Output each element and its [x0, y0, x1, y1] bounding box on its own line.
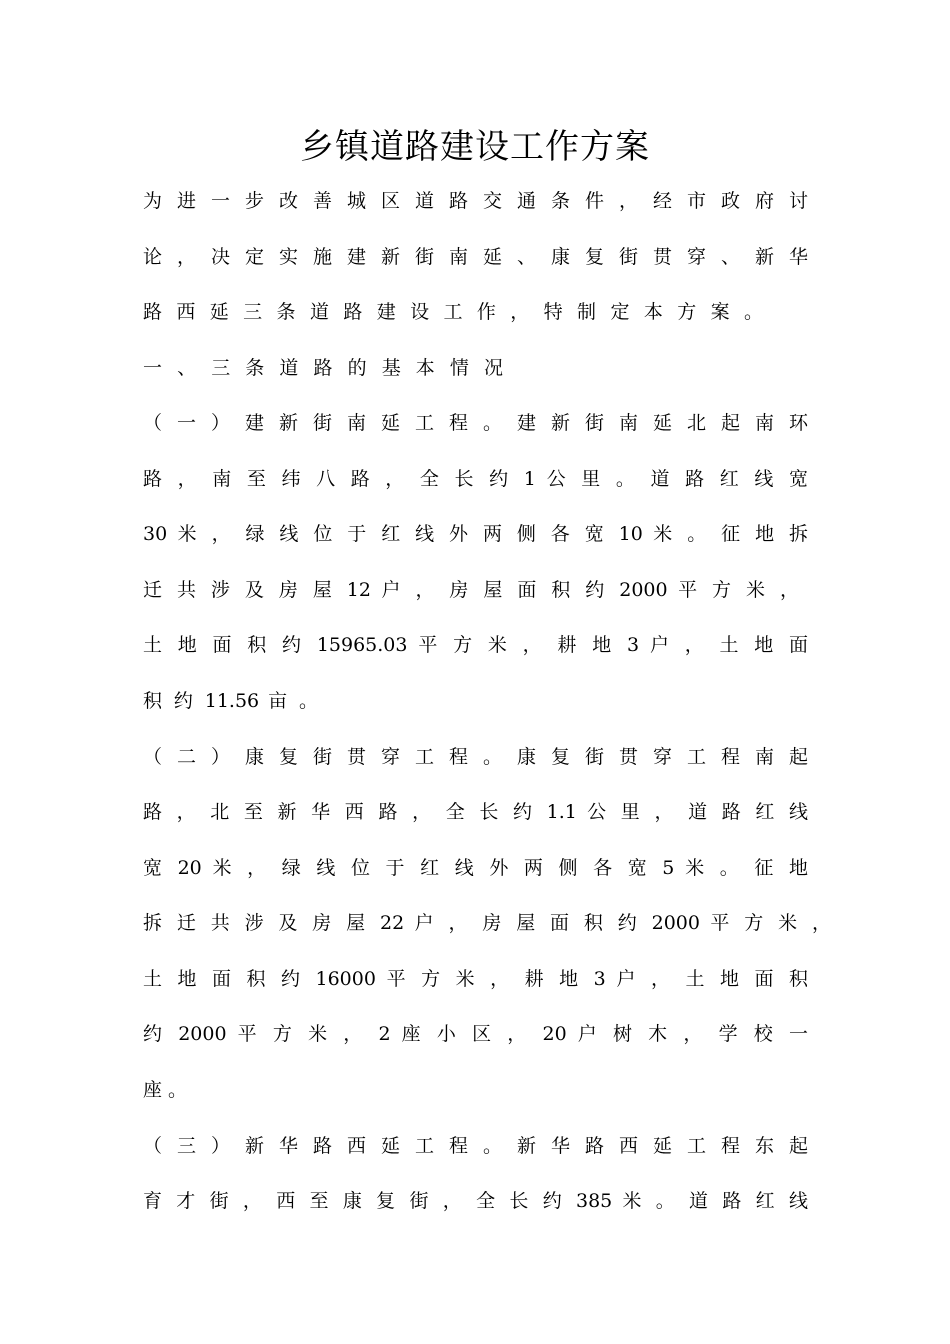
paragraph-line: 路 ， 北 至 新 华 西 路 ， 全 长 约 1.1 公 里 ， 道 路 红 线: [143, 801, 808, 823]
paragraph-line: 积 约 11.56 亩 。: [143, 690, 318, 712]
document-title: 乡镇道路建设工作方案: [300, 127, 650, 167]
paragraph-line: 路 ， 南 至 纬 八 路 ， 全 长 约 1 公 里 。 道 路 红 线 宽: [143, 468, 808, 490]
paragraph-line: 土 地 面 积 约 15965.03 平 方 米 ， 耕 地 3 户 ， 土 地 面: [143, 634, 808, 656]
paragraph-line: 为 进 一 步 改 善 城 区 道 路 交 通 条 件 ， 经 市 政 府 讨: [143, 190, 808, 212]
paragraph-line: 路 西 延 三 条 道 路 建 设 工 作 ， 特 制 定 本 方 案 。: [143, 301, 763, 323]
paragraph-line: 论 ， 决 定 实 施 建 新 街 南 延 、 康 复 街 贯 穿 、 新 华: [143, 246, 808, 268]
paragraph-line: 30 米 ， 绿 线 位 于 红 线 外 两 侧 各 宽 10 米 。 征 地 拆: [143, 523, 808, 545]
paragraph-line: 约 2000 平 方 米 ， 2 座 小 区 ， 20 户 树 木 ， 学 校 一: [143, 1023, 808, 1045]
paragraph-line: 迁 共 涉 及 房 屋 12 户 ， 房 屋 面 积 约 2000 平 方 米 ，: [143, 579, 799, 601]
paragraph-line: 育 才 街 ， 西 至 康 复 街 ， 全 长 约 385 米 。 道 路 红 线: [143, 1190, 808, 1212]
paragraph-line: （ 三 ） 新 华 路 西 延 工 程 。 新 华 路 西 延 工 程 东 起: [143, 1135, 808, 1157]
paragraph-line: （ 一 ） 建 新 街 南 延 工 程 。 建 新 街 南 延 北 起 南 环: [143, 412, 808, 434]
section-heading: 一 、 三 条 道 路 的 基 本 情 况: [143, 357, 503, 379]
paragraph-line: 拆 迁 共 涉 及 房 屋 22 户 ， 房 屋 面 积 约 2000 平 方 米 ，: [143, 912, 831, 934]
paragraph-line: 座 。: [143, 1079, 188, 1101]
paragraph-line: 宽 20 米 ， 绿 线 位 于 红 线 外 两 侧 各 宽 5 米 。 征 地: [143, 857, 808, 879]
paragraph-line: （ 二 ） 康 复 街 贯 穿 工 程 。 康 复 街 贯 穿 工 程 南 起: [143, 746, 808, 768]
paragraph-line: 土 地 面 积 约 16000 平 方 米 ， 耕 地 3 户 ， 土 地 面 积: [143, 968, 808, 990]
